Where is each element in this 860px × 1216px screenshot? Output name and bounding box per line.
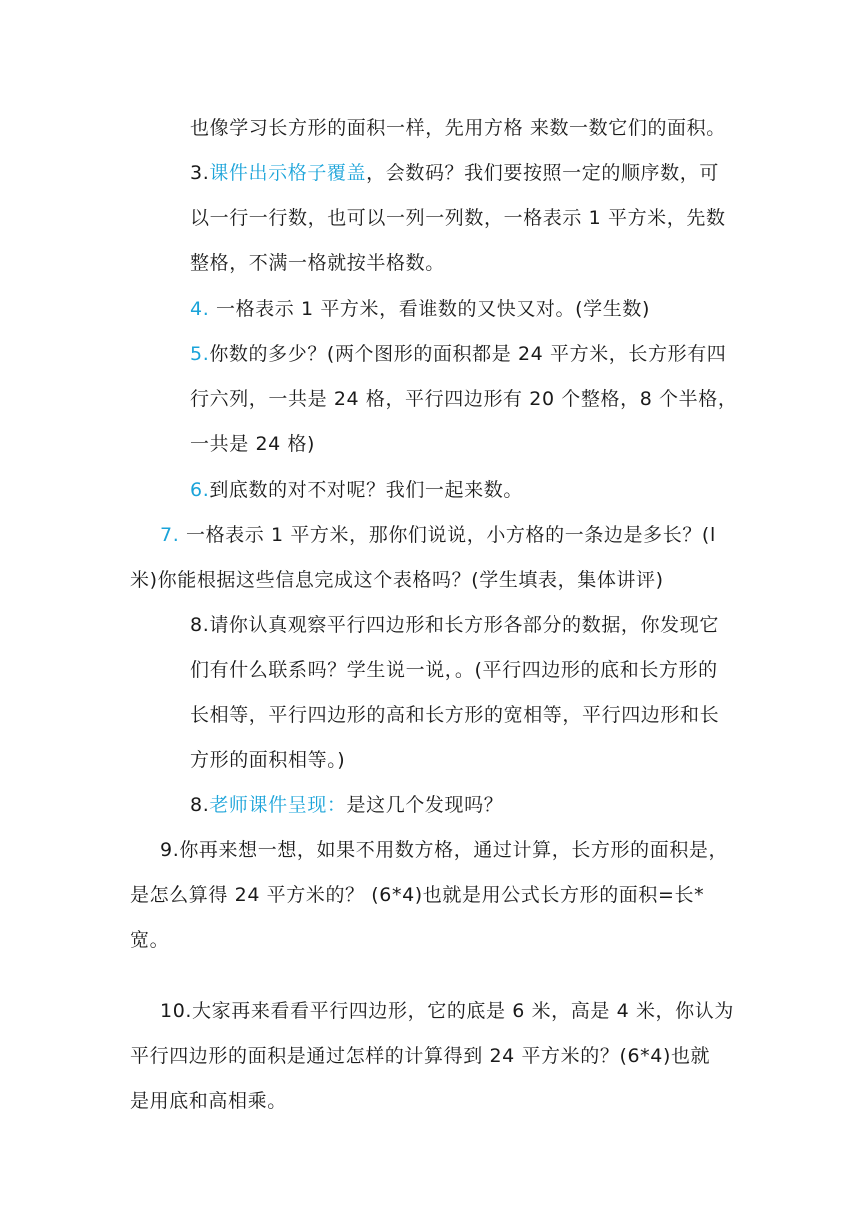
line-text: 一格表示 1 平方米，那你们说说，小方格的一条边是多长？(l: [179, 524, 716, 546]
line-text: 是这几个发现吗？: [346, 794, 504, 816]
item-number: 5.: [190, 343, 210, 365]
paragraph-line: 整格，不满一格就按半格数。: [190, 252, 445, 274]
paragraph-line: [190, 342, 726, 366]
paragraph-line: 也像学习长方形的面积一样，先用方格 来数一数它们的面积。: [190, 117, 726, 139]
paragraph-line: 平行四边形的面积是通过怎样的计算得到 24 平方米的？(6*4)也就: [130, 1045, 711, 1067]
line-text: ，会数码？我们要按照一定的顺序数，可: [366, 162, 719, 184]
paragraph-line: [190, 161, 719, 185]
paragraph-line: 一共是 24 格): [190, 433, 316, 455]
paragraph-line: 宽。: [130, 929, 170, 951]
paragraph-line: 们有什么联系吗？学生说一说，。(平行四边形的底和长方形的: [190, 659, 718, 681]
highlighted-text: 课件出示格子覆盖: [209, 162, 367, 184]
line-text: 到底数的对不对呢？我们一起来数。: [209, 479, 523, 501]
item-number: 8.: [190, 794, 210, 816]
item-number: 7.: [160, 524, 180, 546]
paragraph-line: 方形的面积相等。): [190, 749, 346, 771]
highlighted-text: 老师课件呈现：: [209, 794, 347, 816]
paragraph-line: [190, 793, 503, 817]
paragraph-line: 是怎么算得 24 平方米的？ (6*4)也就是用公式长方形的面积=长*: [130, 884, 705, 906]
paragraph-line: 8.请你认真观察平行四边形和长方形各部分的数据，你发现它: [190, 614, 719, 636]
paragraph-line: 长相等，平行四边形的高和长方形的宽相等，平行四边形和长: [190, 704, 720, 726]
item-number: 4.: [190, 298, 210, 320]
paragraph-line: [190, 297, 650, 321]
paragraph-line: [190, 478, 523, 502]
paragraph-line: 行六列，一共是 24 格，平行四边形有 20 个整格，8 个半格，: [190, 388, 738, 410]
paragraph-line: 以一行一行数，也可以一列一列数，一格表示 1 平方米，先数: [190, 207, 726, 229]
paragraph-line: 米)你能根据这些信息完成这个表格吗？(学生填表，集体讲评): [130, 569, 664, 591]
item-number: 6.: [190, 479, 210, 501]
line-text: 一格表示 1 平方米，看谁数的又快又对。(学生数): [209, 298, 650, 320]
paragraph-line: [160, 523, 716, 547]
paragraph-line: 10.大家再来看看平行四边形，它的底是 6 米，高是 4 米，你认为: [160, 1000, 734, 1022]
paragraph-line: 是用底和高相乘。: [130, 1090, 287, 1112]
paragraph-line: 9.你再来想一想，如果不用数方格，通过计算，长方形的面积是，: [160, 839, 729, 861]
item-number: 3.: [190, 162, 210, 184]
line-text: 你数的多少？(两个图形的面积都是 24 平方米，长方形有四: [209, 343, 727, 365]
